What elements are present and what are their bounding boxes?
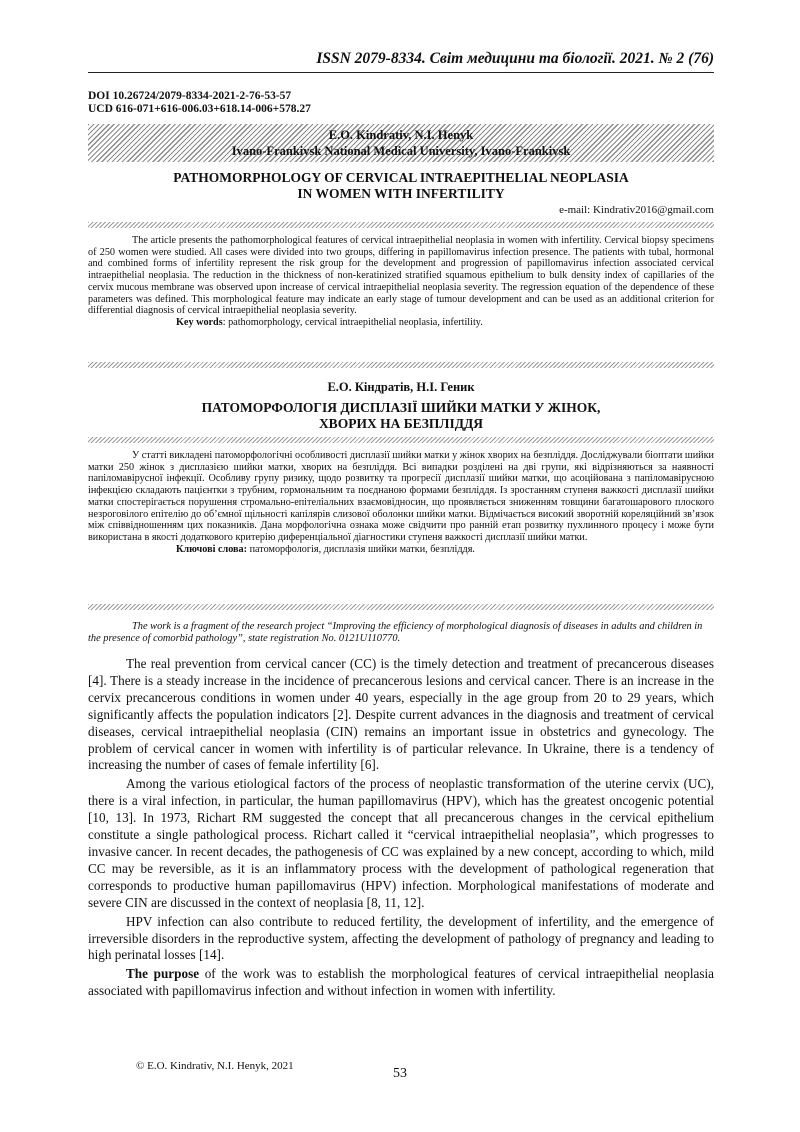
title-ua-line2: ХВОРИХ НА БЕЗПЛІДДЯ — [318, 415, 484, 431]
divider-mid — [88, 362, 714, 368]
article-title-en — [88, 170, 714, 201]
divider-top — [88, 222, 714, 228]
purpose-text: of the work was to establish the morphological features of cervical intraepithelial neoplasia associated with papillomavirus infection and without infection in women with infertility. — [88, 966, 714, 999]
authors-band — [88, 124, 714, 162]
keywords-en-text: : pathomorphology, cervical intraepithelial neoplasia, infertility. — [222, 316, 483, 328]
authors-en: E.O. Kindrativ, N.I. Henyk — [328, 128, 474, 142]
keywords-ua-label: Ключові слова: — [176, 543, 248, 555]
title-en-line2: IN WOMEN WITH INFERTILITY — [297, 185, 505, 201]
abstract-ua — [88, 450, 714, 555]
keywords-en — [88, 317, 714, 329]
copyright: © E.O. Kindrativ, N.I. Henyk, 2021 — [136, 1060, 294, 1072]
article-title-ua — [88, 400, 714, 431]
title-en-line1: PATHOMORPHOLOGY OF CERVICAL INTRAEPITHELIAL NEOPLASIA — [173, 170, 629, 185]
paragraph-2: Among the various etiological factors of the process of neoplastic transformation of the uterine cervix (UC), there is a viral infection, in particular, the human papillomavirus (HPV), which has the greatest oncogenic potential [10, 13]. In 1973, Richart RM suggested the concept that all precancerous changes in the cervical epithelium constitute a single pathological process. Richart called it “cervical intraepithelial neoplasia”, which progresses to invasive cancer. In recent decades, the pathogenesis of CC was explained by a new concept, according to which, mild CC may be reversible, as it is an inflammatory process with the development of pathological regeneration that corresponds to productive human papillomavirus (HPV) infection. Morphological manifestations of moderate and severe CIN are discussed in the context of neoplasia [8, 11, 12]. — [88, 776, 714, 910]
journal-header: ISSN 2079-8334. Світ медицини та біології. 2021. № 2 (76) — [316, 50, 714, 67]
contact-email: e-mail: Kindrativ2016@gmail.com — [559, 204, 714, 216]
keywords-ua-text: патоморфологія, дисплазія шийки матки, безпліддя. — [247, 543, 475, 555]
header-rule — [88, 72, 714, 73]
divider-ua-bottom — [88, 604, 714, 610]
page-number: 53 — [393, 1066, 407, 1081]
abstract-ua-text: У статті викладені патоморфологічні особливості дисплазії шийки матки у жінок хворих на безпліддя. Досліджували біоптати шийки матки 250 жінок з дисплазією шийки матки, хворих на безпліддя. Всі випадки розділені на дві групи, які відрізняються за наявності папіломавірусної інфекції. Особливу групу ризику, щодо розвитку та прогресії дисплазії шийки матки, що асоційована з папіломавірусною інфекцією складають пацієнтки з трубним, гормональним та поєднаною формами безпліддя. Із зростанням ступеня важкості дисплазії шийки матки спостерігається порушення стромально-епітеліальних взаємовідносин, що проявляється зниженням товщини багатошарового плоского незроговілого епітелію до об’ємної щільності капілярів слизової оболонки шийки матки. Відмічається високий зворотній кореляційний зв’язок між співвідношенням цих показників. Дана морфологічна ознака може свідчити про ранній етап розвитку пухлинного процесу і може бути використана в якості додаткового критерію диференціальної діагностики ступеня важкості дисплазії шийки матки. — [88, 450, 714, 543]
title-ua-line1: ПАТОМОРФОЛОГІЯ ДИСПЛАЗІЇ ШИЙКИ МАТКИ У ЖІНОК, — [201, 400, 601, 415]
paragraph-4 — [88, 966, 714, 1000]
main-text — [88, 656, 714, 1002]
affiliation: Ivano-Frankivsk National Medical University, Ivano-Frankivsk — [231, 144, 571, 158]
udc: UCD 616-071+616-006.03+618.14-006+578.27 — [88, 103, 311, 115]
paragraph-3: HPV infection can also contribute to reduced fertility, the development of infertility, and the emergence of irreversible disorders in the reproductive system, affecting the development of pathology of pregnancy and leading to high perinatal losses [14]. — [88, 913, 714, 963]
abstract-en — [88, 235, 714, 329]
doi: DOI 10.26724/2079-8334-2021-2-76-53-57 — [88, 90, 292, 102]
abstract-en-text: The article presents the pathomorphological features of cervical intraepithelial neoplasia in women with infertility. Cervical biopsy specimens of 250 women were studied. All cases were divided into two groups, differing in papillomavirus infection presence. The patients with tubal, hormonal and combined forms of infertility represent the risk group for the development and progression of papillomavirus infection associated cervical intraepithelial neoplasia. The reduction in the thickness of non-keratinized stratified squamous epithelium to bulk density index of capillaries of the cervix mucous membrane was observed upon increase of cervical intraepithelial neoplasia severity. The regression equation of the dependence of these parameters was defined. This morphological feature may indicate an early stage of tumour development and can be used as an additional criterion for differential diagnosis of cervical intraepithelial neoplasia severity. — [88, 235, 714, 317]
paragraph-1: The real prevention from cervical cancer (CC) is the timely detection and treatment of precancerous diseases [4]. There is a steady increase in the incidence of precancerous lesions and cervical cancer. There is an increase in the cervix precancerous conditions in women under 40 years, especially in the age group from 20 to 29 years, which significantly affects the population indicators [2]. Despite current advances in the diagnosis and treatment of cervical diseases, cervical intraepithelial neoplasia (CIN) remains an important issue in obstetrics and gynecology. The problem of cervical cancer in women with infertility is of particular relevance. In Ukraine, there is a tendency of increasing the number of cases of female infertility [6]. — [88, 656, 714, 773]
purpose-label: The purpose — [126, 966, 200, 982]
authors-ua: Е.О. Кіндратів, Н.І. Геник — [327, 380, 475, 394]
keywords-ua — [88, 544, 714, 556]
project-note — [88, 621, 714, 645]
project-note-text: The work is a fragment of the research project “Improving the efficiency of morphological diagnosis of diseases in adults and children in the presence of comorbid pathology”, state registration No. 0121U110770. — [88, 621, 703, 644]
keywords-en-label: Key words — [176, 316, 223, 328]
divider-ua-top — [88, 437, 714, 443]
identifiers — [88, 90, 311, 116]
